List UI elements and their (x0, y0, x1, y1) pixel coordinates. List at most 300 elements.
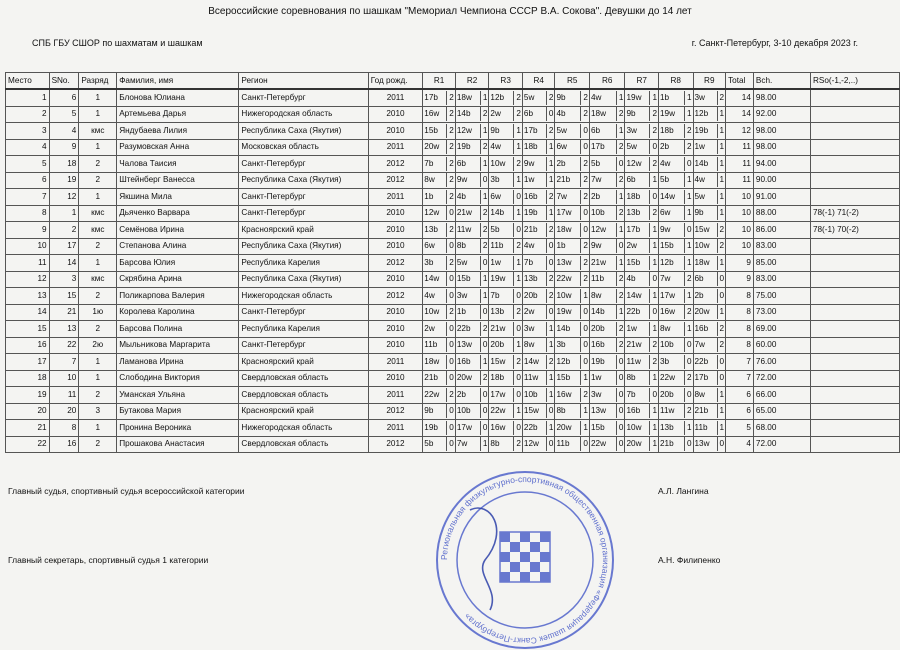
round-cell (455, 271, 489, 288)
place-cell: 7 (6, 189, 50, 206)
birth-year-cell: 2010 (368, 106, 423, 123)
round-opponent: 10b (590, 208, 605, 218)
round-cell (625, 387, 659, 404)
round-cell (455, 238, 489, 255)
total-cell: 11 (726, 156, 754, 173)
round-cell (489, 172, 523, 189)
round-opponent: 1w (694, 142, 705, 152)
round-opponent: 4w (694, 175, 705, 185)
round-opponent: 1b (424, 191, 434, 201)
buchholz-cell: 66.00 (753, 387, 810, 404)
round-points: 0 (580, 437, 588, 451)
total-cell: 4 (726, 436, 754, 453)
birth-year-cell: 2012 (368, 288, 423, 305)
sno-cell: 19 (49, 172, 79, 189)
round-points: 2 (649, 338, 657, 352)
round-cell (489, 271, 523, 288)
place-cell: 17 (6, 354, 50, 371)
buchholz-cell: 72.00 (753, 436, 810, 453)
round-cell (522, 139, 555, 156)
round-points: 0 (480, 404, 488, 418)
round-opponent: 9b (490, 125, 500, 135)
chessboard-emblem (500, 532, 550, 582)
round-cell (489, 354, 523, 371)
sno-cell: 7 (49, 354, 79, 371)
round-points: 0 (480, 256, 488, 270)
round-cell (693, 271, 726, 288)
round-points: 2 (480, 223, 488, 237)
total-cell: 10 (726, 189, 754, 206)
round-cell (659, 370, 694, 387)
round-opponent: 1w (590, 373, 602, 383)
round-opponent: 8b (456, 241, 466, 251)
region-cell: Нижегородская область (239, 420, 368, 437)
player-name-cell: Прошакова Анастасия (117, 436, 239, 453)
round-opponent: 21w (626, 340, 642, 350)
region-cell: Санкт-Петербург (239, 89, 368, 106)
round-opponent: 4b (556, 109, 566, 119)
round-points: 1 (649, 322, 657, 336)
total-cell: 10 (726, 205, 754, 222)
round-points: 0 (513, 289, 521, 303)
round-opponent: 10b (523, 389, 538, 399)
round-points: 1 (684, 289, 692, 303)
total-cell: 8 (726, 288, 754, 305)
place-cell: 21 (6, 420, 50, 437)
round-cell (455, 106, 489, 123)
region-cell: Санкт-Петербург (239, 205, 368, 222)
rank-cell: 1 (79, 106, 117, 123)
round-opponent: 2b (660, 142, 670, 152)
round-cell (589, 321, 624, 338)
sno-cell: 13 (49, 321, 79, 338)
round-points: 1 (513, 206, 521, 220)
round-opponent: 13b (660, 422, 674, 432)
round-points: 2 (513, 91, 521, 105)
round-opponent: 5w (694, 191, 705, 201)
birth-year-cell: 2011 (368, 387, 423, 404)
round-points: 0 (480, 173, 488, 187)
round-points: 2 (649, 355, 657, 369)
round-opponent: 1w (626, 323, 637, 333)
round-opponent: 19b (523, 208, 538, 218)
round-cell (489, 139, 523, 156)
round-opponent: 16w (490, 422, 506, 432)
round-opponent: 18b (626, 191, 641, 201)
rank-cell: кмс (79, 271, 117, 288)
round-cell (625, 403, 659, 420)
round-opponent: 21b (556, 175, 571, 185)
round-opponent: 13w (556, 257, 572, 267)
round-cell (659, 354, 694, 371)
round-cell (423, 238, 456, 255)
table-row (6, 420, 900, 437)
round-opponent: 22w (490, 406, 506, 416)
round-cell (455, 222, 489, 239)
round-opponent: 14b (456, 109, 471, 119)
round-points: 1 (649, 371, 657, 385)
table-row (6, 106, 900, 123)
round-points: 1 (480, 91, 488, 105)
region-cell: Республика Карелия (239, 255, 368, 272)
round-cell (423, 222, 456, 239)
rank-cell: 1 (79, 139, 117, 156)
round-opponent: 19w (490, 274, 506, 284)
round-points: 1 (513, 173, 521, 187)
round-points: 2 (446, 388, 454, 402)
round-points: 2 (649, 157, 657, 171)
round-cell (455, 205, 489, 222)
round-points: 0 (649, 388, 657, 402)
round-opponent: 20b (490, 340, 505, 350)
round-cell (455, 139, 489, 156)
sno-cell: 11 (49, 387, 79, 404)
table-row (6, 321, 900, 338)
round-points: 2 (480, 107, 488, 121)
table-row (6, 271, 900, 288)
round-cell (489, 387, 523, 404)
round-opponent: 18w (424, 356, 440, 366)
rso-cell (810, 255, 899, 272)
sno-cell: 10 (49, 370, 79, 387)
column-header: Регион (239, 73, 368, 90)
round-cell (555, 354, 590, 371)
round-cell (522, 288, 555, 305)
round-points: 2 (546, 272, 554, 286)
organization-name: СПБ ГБУ СШОР по шахматам и шашкам (32, 38, 203, 48)
round-opponent: 8w (694, 389, 705, 399)
round-points: 1 (717, 190, 725, 204)
round-opponent: 5w (626, 142, 637, 152)
round-opponent: 6w (660, 208, 671, 218)
round-cell (423, 189, 456, 206)
round-opponent: 6w (490, 191, 501, 201)
round-opponent: 21w (490, 323, 506, 333)
round-opponent: 20b (523, 290, 538, 300)
round-opponent: 18w (456, 92, 472, 102)
total-cell: 10 (726, 222, 754, 239)
round-points: 2 (513, 239, 521, 253)
round-cell (659, 321, 694, 338)
rank-cell: 2ю (79, 337, 117, 354)
place-cell: 4 (6, 139, 50, 156)
round-points: 0 (717, 272, 725, 286)
round-opponent: 15w (490, 356, 506, 366)
total-cell: 6 (726, 403, 754, 420)
round-cell (625, 321, 659, 338)
rso-cell: 78(-1) 71(-2) (810, 205, 899, 222)
round-opponent: 15b (626, 257, 641, 267)
rank-cell: 1 (79, 420, 117, 437)
round-points: 1 (616, 190, 624, 204)
sno-cell: 4 (49, 123, 79, 140)
round-points: 0 (684, 388, 692, 402)
total-cell: 10 (726, 238, 754, 255)
round-points: 0 (684, 338, 692, 352)
round-points: 1 (717, 173, 725, 187)
round-opponent: 14b (590, 307, 605, 317)
round-cell (522, 189, 555, 206)
round-cell (522, 89, 555, 106)
round-opponent: 2w (626, 241, 637, 251)
round-points: 0 (616, 388, 624, 402)
region-cell: Московская область (239, 139, 368, 156)
player-name-cell: Скрябина Арина (117, 271, 239, 288)
round-opponent: 19w (556, 307, 572, 317)
round-cell (589, 172, 624, 189)
round-cell (423, 288, 456, 305)
round-cell (489, 304, 523, 321)
round-points: 0 (684, 355, 692, 369)
region-cell: Санкт-Петербург (239, 304, 368, 321)
sno-cell: 18 (49, 156, 79, 173)
round-cell (693, 304, 726, 321)
round-cell (693, 189, 726, 206)
buchholz-cell: 65.00 (753, 403, 810, 420)
round-points: 1 (684, 107, 692, 121)
round-points: 2 (580, 256, 588, 270)
round-cell (522, 387, 555, 404)
buchholz-cell: 98.00 (753, 89, 810, 106)
rso-cell (810, 337, 899, 354)
table-row (6, 139, 900, 156)
round-opponent: 22b (626, 307, 641, 317)
round-points: 2 (684, 371, 692, 385)
round-cell (625, 337, 659, 354)
round-opponent: 4w (660, 158, 671, 168)
round-cell (693, 156, 726, 173)
sno-cell: 14 (49, 255, 79, 272)
round-opponent: 17w (456, 422, 472, 432)
round-points: 1 (684, 173, 692, 187)
round-cell (659, 304, 694, 321)
round-cell (659, 156, 694, 173)
rank-cell: 1 (79, 189, 117, 206)
rso-cell (810, 387, 899, 404)
round-cell (659, 106, 694, 123)
rank-cell: 2 (79, 436, 117, 453)
round-points: 1 (480, 124, 488, 138)
round-points: 0 (546, 305, 554, 319)
total-cell: 6 (726, 387, 754, 404)
round-cell (625, 238, 659, 255)
rank-cell: 1 (79, 89, 117, 106)
buchholz-cell: 72.00 (753, 370, 810, 387)
table-row (6, 436, 900, 453)
round-opponent: 11b (556, 439, 570, 449)
rso-cell (810, 304, 899, 321)
player-name-cell: Дьяченко Варвара (117, 205, 239, 222)
table-row (6, 354, 900, 371)
round-cell (455, 321, 489, 338)
round-cell (659, 337, 694, 354)
round-opponent: 14b (694, 158, 709, 168)
round-points: 0 (580, 223, 588, 237)
round-points: 2 (480, 140, 488, 154)
round-opponent: 5b (490, 224, 500, 234)
round-cell (625, 205, 659, 222)
rank-cell: кмс (79, 205, 117, 222)
round-points: 1 (649, 437, 657, 451)
round-points: 1 (717, 421, 725, 435)
round-opponent: 16b (694, 323, 709, 333)
round-opponent: 3w (523, 323, 535, 333)
round-cell (693, 89, 726, 106)
round-opponent: 13b (523, 274, 538, 284)
round-opponent: 12b (556, 356, 571, 366)
round-points: 1 (717, 404, 725, 418)
round-opponent: 14b (556, 323, 571, 333)
region-cell: Республика Карелия (239, 321, 368, 338)
round-cell (455, 288, 489, 305)
round-opponent: 5w (523, 92, 535, 102)
round-cell (589, 387, 624, 404)
round-opponent: 18b (523, 142, 538, 152)
round-points: 0 (580, 322, 588, 336)
round-points: 2 (546, 91, 554, 105)
round-cell (659, 271, 694, 288)
round-opponent: 13b (490, 307, 505, 317)
column-header: R2 (455, 73, 489, 90)
round-points: 1 (616, 223, 624, 237)
region-cell: Республика Саха (Якутия) (239, 123, 368, 140)
round-points: 1 (616, 256, 624, 270)
place-cell: 22 (6, 436, 50, 453)
round-opponent: 6b (694, 274, 704, 284)
rank-cell: 1 (79, 370, 117, 387)
rank-cell: 2 (79, 387, 117, 404)
signature-scribble (470, 508, 497, 610)
round-opponent: 4w (424, 290, 435, 300)
round-points: 2 (649, 124, 657, 138)
column-header: Total (726, 73, 754, 90)
round-points: 2 (684, 404, 692, 418)
round-opponent: 8b (626, 373, 636, 383)
table-row (6, 123, 900, 140)
rank-cell: 2 (79, 172, 117, 189)
round-cell (522, 420, 555, 437)
round-opponent: 6b (456, 158, 466, 168)
rso-cell (810, 139, 899, 156)
round-opponent: 12b (490, 92, 505, 102)
birth-year-cell: 2012 (368, 255, 423, 272)
round-opponent: 14w (660, 191, 676, 201)
round-points: 0 (446, 239, 454, 253)
chief-judge-title: Главный судья, спортивный судья всероссийской категории (8, 486, 245, 496)
round-points: 0 (546, 437, 554, 451)
round-opponent: 6b (523, 109, 534, 119)
sno-cell: 1 (49, 205, 79, 222)
round-opponent: 4w (590, 92, 602, 102)
round-points: 2 (513, 355, 521, 369)
round-points: 2 (513, 305, 521, 319)
round-cell (589, 139, 624, 156)
round-opponent: 10w (424, 307, 440, 317)
table-row (6, 255, 900, 272)
total-cell: 9 (726, 271, 754, 288)
rank-cell: 1 (79, 255, 117, 272)
round-points: 1 (717, 256, 725, 270)
round-cell (693, 436, 726, 453)
player-name-cell: Мыльникова Маргарита (117, 337, 239, 354)
rso-cell (810, 238, 899, 255)
round-opponent: 16b (456, 356, 471, 366)
round-opponent: 8b (556, 406, 566, 416)
round-cell (555, 106, 590, 123)
round-opponent: 21b (523, 224, 538, 234)
birth-year-cell: 2011 (368, 89, 423, 106)
region-cell: Санкт-Петербург (239, 337, 368, 354)
round-cell (589, 370, 624, 387)
round-opponent: 9w (660, 224, 671, 234)
round-opponent: 7w (694, 340, 705, 350)
round-cell (625, 89, 659, 106)
round-points: 1 (513, 404, 521, 418)
round-points: 0 (580, 206, 588, 220)
buchholz-cell: 60.00 (753, 337, 810, 354)
round-cell (589, 238, 624, 255)
round-points: 0 (649, 305, 657, 319)
column-header: SNo. (49, 73, 79, 90)
rso-cell (810, 156, 899, 173)
round-opponent: 7w (556, 191, 567, 201)
round-points: 2 (649, 206, 657, 220)
round-points: 1 (546, 173, 554, 187)
table-row (6, 172, 900, 189)
round-cell (589, 89, 624, 106)
round-points: 2 (717, 322, 725, 336)
round-opponent: 2b (694, 290, 704, 300)
round-points: 0 (446, 322, 454, 336)
round-cell (659, 172, 694, 189)
round-opponent: 15w (523, 406, 539, 416)
round-opponent: 8w (590, 290, 602, 300)
round-points: 2 (446, 91, 454, 105)
table-row (6, 370, 900, 387)
round-points: 0 (580, 140, 588, 154)
birth-year-cell: 2010 (368, 123, 423, 140)
birth-year-cell: 2010 (368, 337, 423, 354)
round-opponent: 22w (590, 439, 607, 449)
round-cell (423, 387, 456, 404)
round-cell (625, 123, 659, 140)
round-cell (625, 370, 659, 387)
region-cell: Нижегородская область (239, 288, 368, 305)
round-cell (625, 436, 659, 453)
round-cell (522, 337, 555, 354)
place-cell: 8 (6, 205, 50, 222)
round-points: 1 (684, 206, 692, 220)
buchholz-cell: 85.00 (753, 255, 810, 272)
round-points: 1 (480, 437, 488, 451)
round-opponent: 2b (590, 191, 601, 201)
round-points: 2 (580, 272, 588, 286)
round-points: 0 (717, 371, 725, 385)
round-cell (693, 420, 726, 437)
round-cell (522, 370, 555, 387)
birth-year-cell: 2010 (368, 238, 423, 255)
round-opponent: 8b (490, 439, 500, 449)
round-points: 2 (446, 157, 454, 171)
round-points: 2 (446, 190, 454, 204)
round-cell (489, 189, 523, 206)
round-opponent: 10w (626, 422, 642, 432)
round-points: 2 (616, 272, 624, 286)
round-points: 2 (580, 239, 588, 253)
round-cell (625, 222, 659, 239)
total-cell: 14 (726, 106, 754, 123)
round-points: 2 (684, 305, 692, 319)
